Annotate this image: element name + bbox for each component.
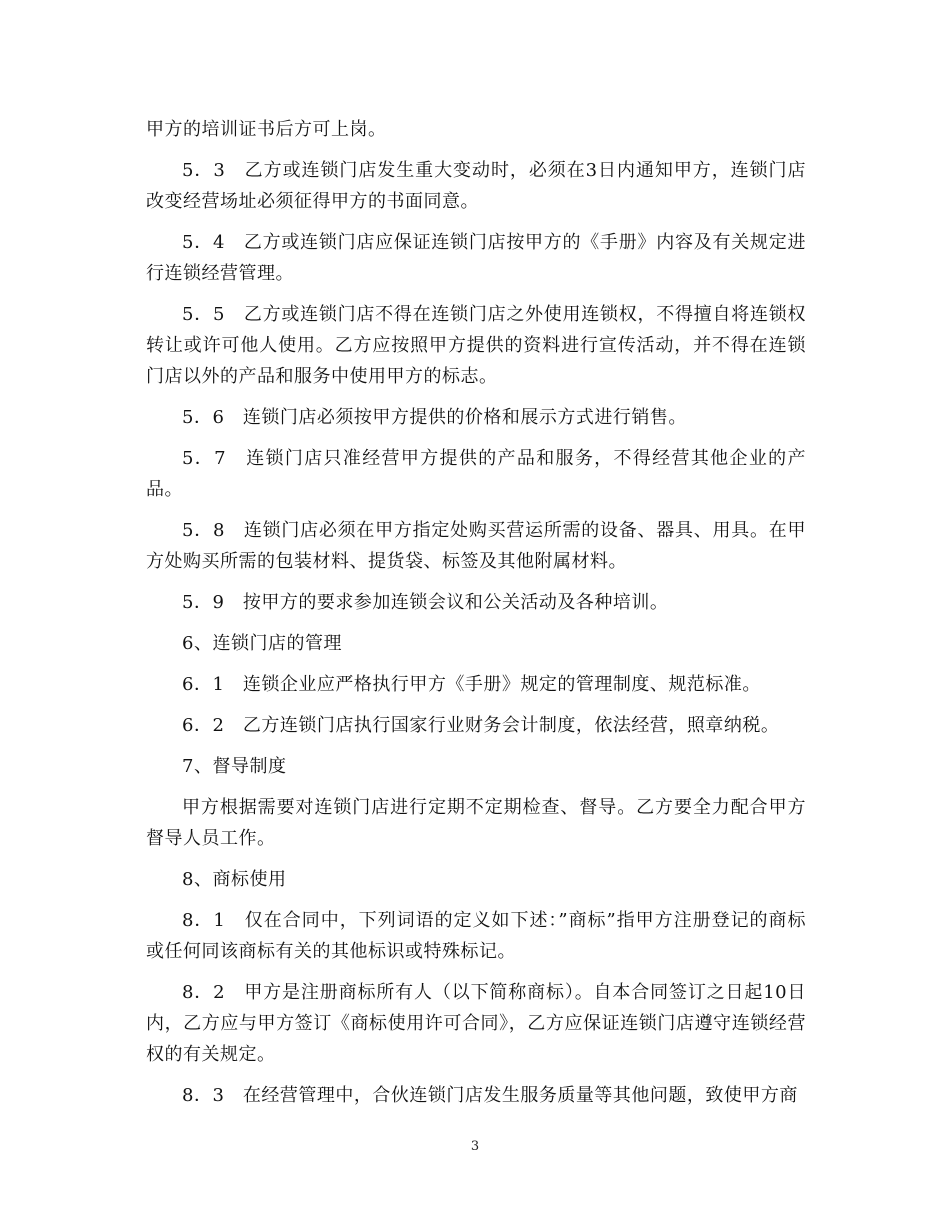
document-body [146,114,806,1121]
paragraph: 5．8 连锁门店必须在甲方指定处购买营运所需的设备、器具、用具。在甲方处购买所需的包装材料、提货袋、标签及其他附属材料。 [146,520,806,572]
paragraph: 甲方根据需要对连锁门店进行定期不定期检查、督导。乙方要全力配合甲方督导人员工作。 [146,797,806,849]
paragraph: 5．3 乙方或连锁门店发生重大变动时，必须在3日内通知甲方，连锁门店改变经营场址必须征得甲方的书面同意。 [146,160,806,212]
paragraph: 6．2 乙方连锁门店执行国家行业财务会计制度，依法经营，照章纳税。 [182,715,780,736]
paragraph: 5．9 按甲方的要求参加连锁会议和公关活动及各种培训。 [182,592,669,613]
paragraph: 5．6 连锁门店必须按甲方提供的价格和展示方式进行销售。 [182,407,687,428]
paragraph: 5．4 乙方或连锁门店应保证连锁门店按甲方的《手册》内容及有关规定进行连锁经营管理。 [146,232,806,284]
paragraph: 8．2 甲方是注册商标所有人（以下简称商标）。自本合同签订之日起10日内，乙方应与甲方签订《商标使用许可合同》，乙方应保证连锁门店遵守连锁经营权的有关规定。 [146,982,806,1065]
section-heading: 6、连锁门店的管理 [182,633,342,654]
paragraph: 6．1 连锁企业应严格执行甲方《手册》规定的管理制度、规范标准。 [182,674,761,695]
paragraph: 8．3 在经营管理中，合伙连锁门店发生服务质量等其他问题，致使甲方商 [182,1085,798,1106]
paragraph: 甲方的培训证书后方可上岗。 [146,119,387,140]
paragraph: 5．7 连锁门店只准经营甲方提供的产品和服务，不得经营其他企业的产品。 [146,448,806,500]
section-heading: 7、督导制度 [182,756,287,777]
paragraph: 8．1 仅在合同中，下列词语的定义如下述：”商标”指甲方注册登记的商标或任何同该商标有关的其他标识或特殊标记。 [146,910,806,962]
paragraph: 5．5 乙方或连锁门店不得在连锁门店之外使用连锁权，不得擅自将连锁权转让或许可他人使用。乙方应按照甲方提供的资料进行宣传活动，并不得在连锁门店以外的产品和服务中使用甲方的标志。 [146,304,806,387]
section-heading: 8、商标使用 [182,869,287,890]
page-number: 3 [470,1139,480,1154]
